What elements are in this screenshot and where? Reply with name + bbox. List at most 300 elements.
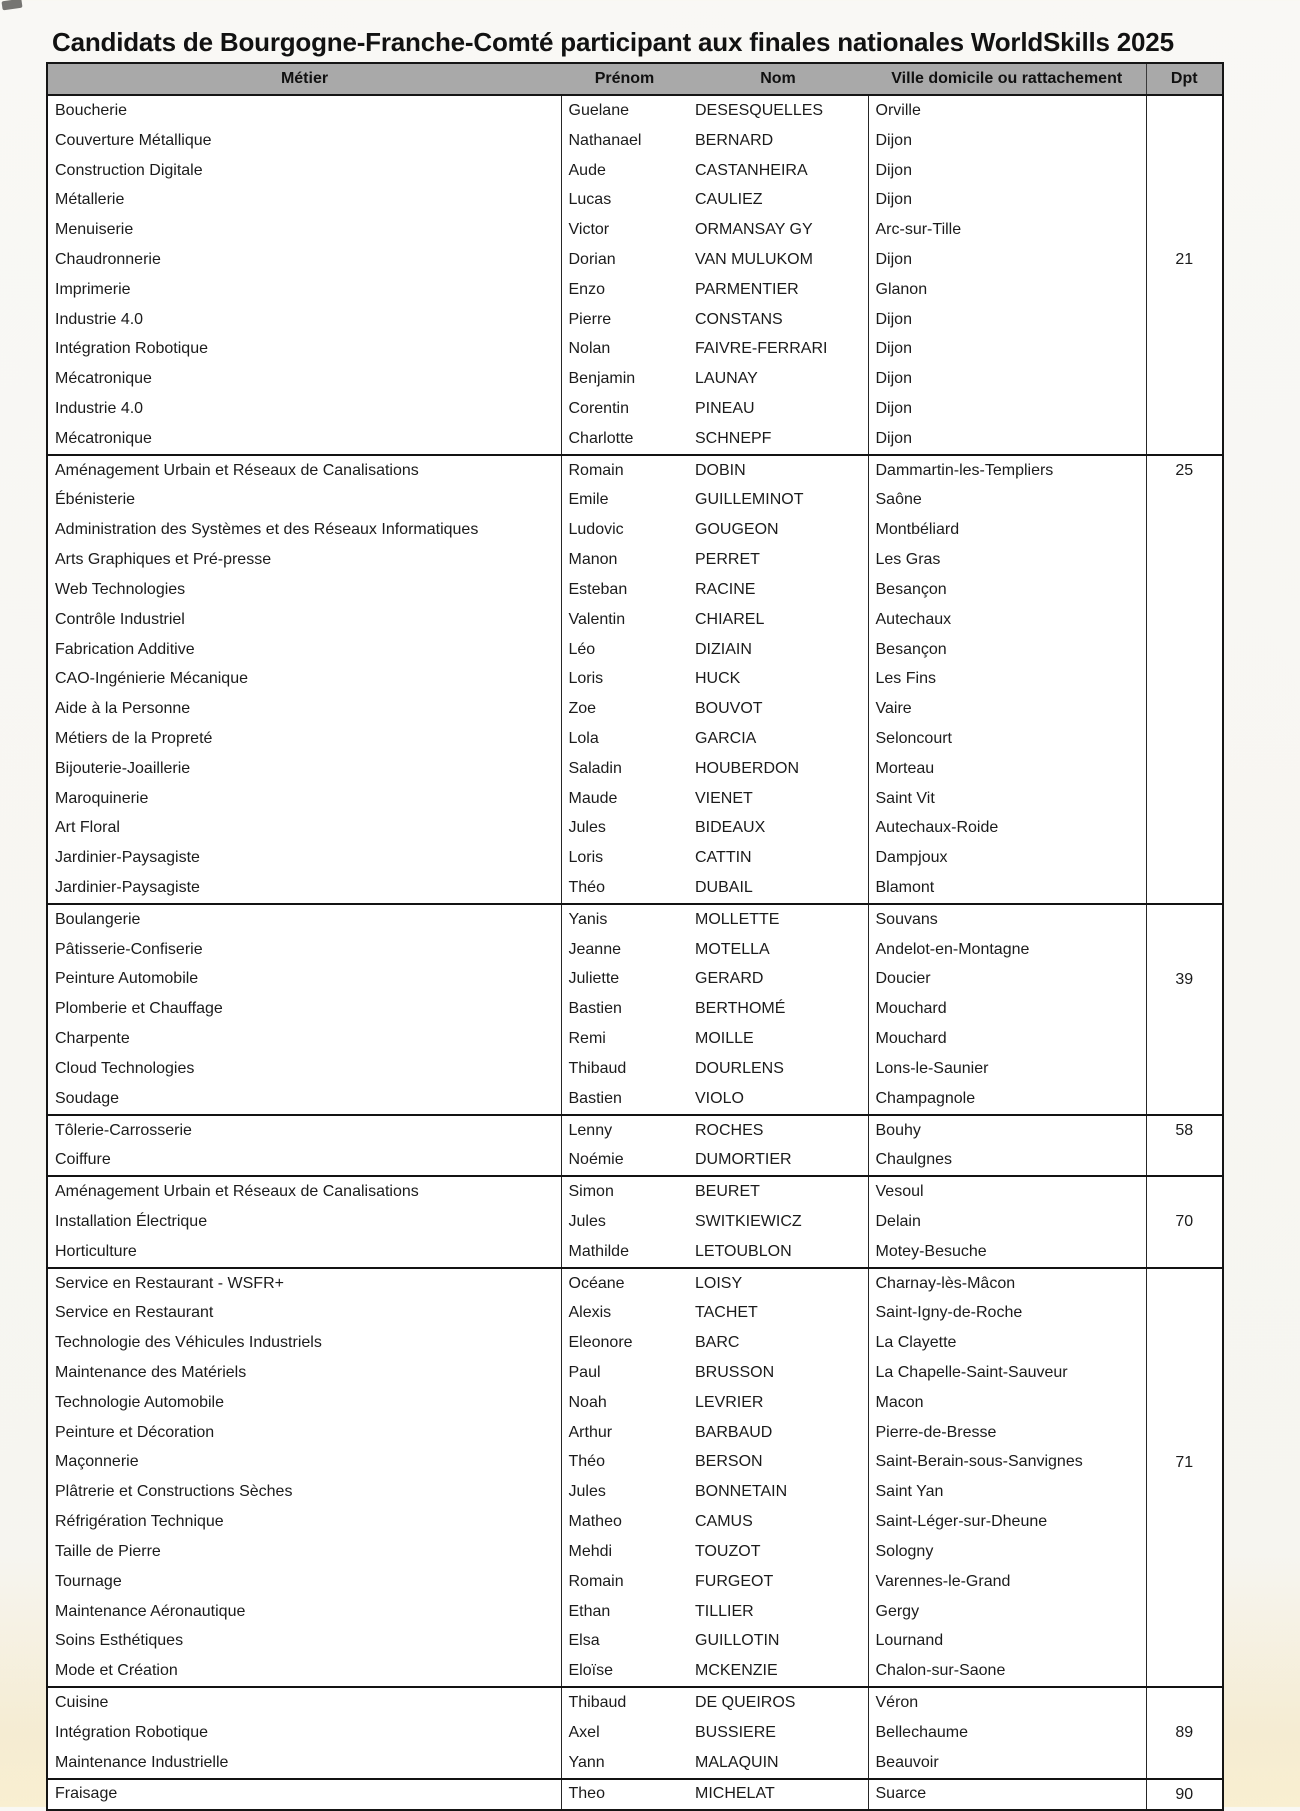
column-header-metier: Métier bbox=[47, 63, 561, 95]
cell-prenom: Léo bbox=[561, 635, 688, 665]
cell-metier: Aide à la Personne bbox=[47, 694, 561, 724]
cell-metier: Mode et Création bbox=[47, 1656, 561, 1687]
cell-prenom: Eleonore bbox=[561, 1328, 688, 1358]
cell-metier: Industrie 4.0 bbox=[47, 394, 561, 424]
cell-nom: TOUZOT bbox=[688, 1537, 868, 1567]
cell-prenom: Ludovic bbox=[561, 515, 688, 545]
table-row bbox=[47, 1145, 1223, 1176]
cell-ville: Dammartin-les-Templiers bbox=[868, 455, 1146, 486]
cell-ville: Charnay-lès-Mâcon bbox=[868, 1268, 1146, 1299]
cell-nom: LEVRIER bbox=[688, 1388, 868, 1418]
cell-prenom: Theo bbox=[561, 1779, 688, 1811]
cell-prenom: Jeanne bbox=[561, 935, 688, 965]
cell-nom: HUCK bbox=[688, 664, 868, 694]
cell-metier: Chaudronnerie bbox=[47, 245, 561, 275]
table-row bbox=[47, 275, 1223, 305]
table-row bbox=[47, 814, 1223, 844]
cell-nom: BARC bbox=[688, 1328, 868, 1358]
cell-prenom: Alexis bbox=[561, 1299, 688, 1329]
table-row bbox=[47, 185, 1223, 215]
table-row bbox=[47, 1388, 1223, 1418]
dept-cell bbox=[1146, 1115, 1223, 1177]
cell-prenom: Maude bbox=[561, 784, 688, 814]
cell-ville: Morteau bbox=[868, 754, 1146, 784]
cell-prenom: Axel bbox=[561, 1718, 688, 1748]
cell-ville: Besançon bbox=[868, 635, 1146, 665]
cell-nom: DUMORTIER bbox=[688, 1145, 868, 1176]
cell-prenom: Mehdi bbox=[561, 1537, 688, 1567]
cell-nom: BARBAUD bbox=[688, 1418, 868, 1448]
table-row bbox=[47, 1207, 1223, 1237]
cell-ville: Les Fins bbox=[868, 664, 1146, 694]
cell-nom: MICHELAT bbox=[688, 1779, 868, 1811]
table-row bbox=[47, 1176, 1223, 1207]
cell-metier: Imprimerie bbox=[47, 275, 561, 305]
table-row bbox=[47, 515, 1223, 545]
cell-metier: Jardinier-Paysagiste bbox=[47, 843, 561, 873]
cell-prenom: Arthur bbox=[561, 1418, 688, 1448]
dept-cell bbox=[1146, 455, 1223, 904]
cell-ville: Autechaux-Roide bbox=[868, 814, 1146, 844]
cell-prenom: Saladin bbox=[561, 754, 688, 784]
cell-metier: Couverture Métallique bbox=[47, 126, 561, 156]
cell-metier: Soudage bbox=[47, 1084, 561, 1115]
cell-nom: SCHNEPF bbox=[688, 424, 868, 455]
cell-ville: Lournand bbox=[868, 1626, 1146, 1656]
cell-ville: Arc-sur-Tille bbox=[868, 215, 1146, 245]
cell-prenom: Emile bbox=[561, 486, 688, 516]
cell-nom: DOBIN bbox=[688, 455, 868, 486]
dept-number: 21 bbox=[1175, 251, 1194, 269]
cell-metier: Maintenance Industrielle bbox=[47, 1748, 561, 1779]
cell-metier: Cloud Technologies bbox=[47, 1054, 561, 1084]
table-row bbox=[47, 1299, 1223, 1329]
dept-number: 90 bbox=[1175, 1785, 1194, 1803]
cell-ville: Dijon bbox=[868, 126, 1146, 156]
cell-metier: Technologie des Véhicules Industriels bbox=[47, 1328, 561, 1358]
cell-ville: Véron bbox=[868, 1687, 1146, 1718]
cell-nom: CONSTANS bbox=[688, 305, 868, 335]
table-row bbox=[47, 1054, 1223, 1084]
cell-metier: CAO-Ingénierie Mécanique bbox=[47, 664, 561, 694]
cell-metier: Industrie 4.0 bbox=[47, 305, 561, 335]
cell-prenom: Enzo bbox=[561, 275, 688, 305]
cell-nom: HOUBERDON bbox=[688, 754, 868, 784]
cell-nom: TACHET bbox=[688, 1299, 868, 1329]
table-row bbox=[47, 1418, 1223, 1448]
table-row bbox=[47, 156, 1223, 186]
cell-metier: Installation Électrique bbox=[47, 1207, 561, 1237]
cell-metier: Coiffure bbox=[47, 1145, 561, 1176]
table-row bbox=[47, 1448, 1223, 1478]
table-row bbox=[47, 1507, 1223, 1537]
cell-prenom: Eloïse bbox=[561, 1656, 688, 1687]
cell-ville: Suarce bbox=[868, 1779, 1146, 1811]
cell-nom: DOURLENS bbox=[688, 1054, 868, 1084]
table-row bbox=[47, 394, 1223, 424]
column-header-nom: Nom bbox=[688, 63, 868, 95]
table-row bbox=[47, 1358, 1223, 1388]
cell-metier: Contrôle Industriel bbox=[47, 605, 561, 635]
cell-nom: ROCHES bbox=[688, 1115, 868, 1146]
cell-metier: Aménagement Urbain et Réseaux de Canalisations bbox=[47, 455, 561, 486]
dept-section-89 bbox=[47, 1687, 1223, 1778]
table-row bbox=[47, 605, 1223, 635]
cell-prenom: Thibaud bbox=[561, 1687, 688, 1718]
cell-metier: Arts Graphiques et Pré-presse bbox=[47, 545, 561, 575]
dept-section-90 bbox=[47, 1779, 1223, 1811]
cell-ville: Seloncourt bbox=[868, 724, 1146, 754]
cell-prenom: Théo bbox=[561, 1448, 688, 1478]
cell-nom: GERARD bbox=[688, 965, 868, 995]
cell-prenom: Bastien bbox=[561, 1084, 688, 1115]
cell-nom: BOUVOT bbox=[688, 694, 868, 724]
cell-prenom: Jules bbox=[561, 1207, 688, 1237]
table-row bbox=[47, 1024, 1223, 1054]
table-row bbox=[47, 335, 1223, 365]
table-row bbox=[47, 215, 1223, 245]
cell-nom: LETOUBLON bbox=[688, 1237, 868, 1268]
candidates-table bbox=[46, 62, 1224, 1811]
cell-nom: BERSON bbox=[688, 1448, 868, 1478]
cell-ville: Blamont bbox=[868, 873, 1146, 904]
cell-nom: CHIAREL bbox=[688, 605, 868, 635]
cell-nom: BERTHOMÉ bbox=[688, 994, 868, 1024]
cell-nom: DIZIAIN bbox=[688, 635, 868, 665]
table-row bbox=[47, 994, 1223, 1024]
cell-ville: La Clayette bbox=[868, 1328, 1146, 1358]
table-row bbox=[47, 1597, 1223, 1627]
cell-ville: Sologny bbox=[868, 1537, 1146, 1567]
cell-nom: MALAQUIN bbox=[688, 1748, 868, 1779]
dept-section-70 bbox=[47, 1176, 1223, 1267]
cell-nom: RACINE bbox=[688, 575, 868, 605]
table-row bbox=[47, 305, 1223, 335]
cell-metier: Menuiserie bbox=[47, 215, 561, 245]
table-row bbox=[47, 694, 1223, 724]
table-row bbox=[47, 1084, 1223, 1115]
cell-ville: Autechaux bbox=[868, 605, 1146, 635]
cell-prenom: Yanis bbox=[561, 904, 688, 935]
cell-ville: Varennes-le-Grand bbox=[868, 1567, 1146, 1597]
cell-ville: Champagnole bbox=[868, 1084, 1146, 1115]
table-row bbox=[47, 1537, 1223, 1567]
cell-prenom: Lola bbox=[561, 724, 688, 754]
table-row bbox=[47, 1115, 1223, 1146]
cell-prenom: Romain bbox=[561, 455, 688, 486]
table-row bbox=[47, 126, 1223, 156]
cell-metier: Peinture et Décoration bbox=[47, 1418, 561, 1448]
column-header-ville: Ville domicile ou rattachement bbox=[868, 63, 1146, 95]
cell-prenom: Lucas bbox=[561, 185, 688, 215]
cell-nom: GUILLOTIN bbox=[688, 1626, 868, 1656]
cell-metier: Service en Restaurant - WSFR+ bbox=[47, 1268, 561, 1299]
cell-ville: Andelot-en-Montagne bbox=[868, 935, 1146, 965]
cell-prenom: Romain bbox=[561, 1567, 688, 1597]
cell-metier: Soins Esthétiques bbox=[47, 1626, 561, 1656]
cell-prenom: Aude bbox=[561, 156, 688, 186]
cell-ville: Dijon bbox=[868, 394, 1146, 424]
cell-metier: Maroquinerie bbox=[47, 784, 561, 814]
cell-prenom: Océane bbox=[561, 1268, 688, 1299]
table-row bbox=[47, 1779, 1223, 1811]
cell-ville: Dijon bbox=[868, 185, 1146, 215]
cell-metier: Technologie Automobile bbox=[47, 1388, 561, 1418]
table-row bbox=[47, 1656, 1223, 1687]
cell-metier: Charpente bbox=[47, 1024, 561, 1054]
cell-metier: Maçonnerie bbox=[47, 1448, 561, 1478]
cell-nom: PERRET bbox=[688, 545, 868, 575]
cell-ville: Dijon bbox=[868, 424, 1146, 455]
cell-nom: VAN MULUKOM bbox=[688, 245, 868, 275]
cell-prenom: Jules bbox=[561, 814, 688, 844]
cell-ville: Saône bbox=[868, 486, 1146, 516]
cell-ville: Saint-Igny-de-Roche bbox=[868, 1299, 1146, 1329]
cell-ville: Beauvoir bbox=[868, 1748, 1146, 1779]
cell-nom: PARMENTIER bbox=[688, 275, 868, 305]
cell-prenom: Nolan bbox=[561, 335, 688, 365]
cell-ville: Chaulgnes bbox=[868, 1145, 1146, 1176]
cell-nom: FURGEOT bbox=[688, 1567, 868, 1597]
cell-nom: DUBAIL bbox=[688, 873, 868, 904]
cell-metier: Administration des Systèmes et des Réseaux Informatiques bbox=[47, 515, 561, 545]
cell-nom: TILLIER bbox=[688, 1597, 868, 1627]
cell-nom: CAMUS bbox=[688, 1507, 868, 1537]
dept-cell bbox=[1146, 1779, 1223, 1811]
cell-prenom: Lenny bbox=[561, 1115, 688, 1146]
table-row bbox=[47, 784, 1223, 814]
cell-ville: Saint-Léger-sur-Dheune bbox=[868, 1507, 1146, 1537]
cell-nom: SWITKIEWICZ bbox=[688, 1207, 868, 1237]
cell-ville: Vesoul bbox=[868, 1176, 1146, 1207]
table-row bbox=[47, 545, 1223, 575]
cell-prenom: Elsa bbox=[561, 1626, 688, 1656]
cell-prenom: Charlotte bbox=[561, 424, 688, 455]
cell-ville: Delain bbox=[868, 1207, 1146, 1237]
cell-ville: Lons-le-Saunier bbox=[868, 1054, 1146, 1084]
table-row bbox=[47, 575, 1223, 605]
cell-prenom: Paul bbox=[561, 1358, 688, 1388]
table-header bbox=[47, 63, 1223, 95]
cell-prenom: Dorian bbox=[561, 245, 688, 275]
cell-prenom: Ethan bbox=[561, 1597, 688, 1627]
cell-metier: Construction Digitale bbox=[47, 156, 561, 186]
cell-prenom: Jules bbox=[561, 1477, 688, 1507]
cell-nom: CASTANHEIRA bbox=[688, 156, 868, 186]
dept-section-58 bbox=[47, 1115, 1223, 1177]
cell-ville: Dijon bbox=[868, 364, 1146, 394]
cell-ville: Macon bbox=[868, 1388, 1146, 1418]
cell-metier: Cuisine bbox=[47, 1687, 561, 1718]
cell-prenom: Loris bbox=[561, 664, 688, 694]
cell-metier: Intégration Robotique bbox=[47, 1718, 561, 1748]
cell-metier: Aménagement Urbain et Réseaux de Canalisations bbox=[47, 1176, 561, 1207]
cell-prenom: Juliette bbox=[561, 965, 688, 995]
cell-ville: Vaire bbox=[868, 694, 1146, 724]
cell-ville: Orville bbox=[868, 95, 1146, 126]
cell-prenom: Zoe bbox=[561, 694, 688, 724]
cell-metier: Plâtrerie et Constructions Sèches bbox=[47, 1477, 561, 1507]
cell-metier: Boucherie bbox=[47, 95, 561, 126]
cell-metier: Métallerie bbox=[47, 185, 561, 215]
dept-cell bbox=[1146, 1268, 1223, 1687]
table-row bbox=[47, 1268, 1223, 1299]
cell-prenom: Esteban bbox=[561, 575, 688, 605]
table-row bbox=[47, 635, 1223, 665]
cell-prenom: Matheo bbox=[561, 1507, 688, 1537]
cell-ville: Doucier bbox=[868, 965, 1146, 995]
cell-nom: VIOLO bbox=[688, 1084, 868, 1115]
dept-section-71 bbox=[47, 1268, 1223, 1687]
cell-ville: Montbéliard bbox=[868, 515, 1146, 545]
cell-nom: BONNETAIN bbox=[688, 1477, 868, 1507]
cell-prenom: Nathanael bbox=[561, 126, 688, 156]
table-row bbox=[47, 664, 1223, 694]
cell-prenom: Yann bbox=[561, 1748, 688, 1779]
dept-cell bbox=[1146, 1176, 1223, 1267]
cell-nom: PINEAU bbox=[688, 394, 868, 424]
scan-artifact bbox=[1, 0, 22, 10]
cell-ville: Motey-Besuche bbox=[868, 1237, 1146, 1268]
cell-nom: LAUNAY bbox=[688, 364, 868, 394]
cell-metier: Pâtisserie-Confiserie bbox=[47, 935, 561, 965]
cell-metier: Réfrigération Technique bbox=[47, 1507, 561, 1537]
cell-metier: Maintenance Aéronautique bbox=[47, 1597, 561, 1627]
table-row bbox=[47, 904, 1223, 935]
cell-metier: Tournage bbox=[47, 1567, 561, 1597]
dept-number: 39 bbox=[1175, 970, 1194, 988]
cell-ville: Mouchard bbox=[868, 1024, 1146, 1054]
cell-ville: Glanon bbox=[868, 275, 1146, 305]
table-row bbox=[47, 1687, 1223, 1718]
cell-prenom: Noah bbox=[561, 1388, 688, 1418]
table-row bbox=[47, 455, 1223, 486]
cell-ville: Gergy bbox=[868, 1597, 1146, 1627]
table-row bbox=[47, 364, 1223, 394]
cell-prenom: Pierre bbox=[561, 305, 688, 335]
cell-nom: MOTELLA bbox=[688, 935, 868, 965]
cell-nom: GOUGEON bbox=[688, 515, 868, 545]
cell-metier: Jardinier-Paysagiste bbox=[47, 873, 561, 904]
table-row bbox=[47, 1237, 1223, 1268]
table-row bbox=[47, 486, 1223, 516]
cell-nom: CATTIN bbox=[688, 843, 868, 873]
cell-metier: Maintenance des Matériels bbox=[47, 1358, 561, 1388]
cell-ville: Dijon bbox=[868, 335, 1146, 365]
header-row bbox=[47, 63, 1223, 95]
cell-prenom: Manon bbox=[561, 545, 688, 575]
cell-metier: Tôlerie-Carrosserie bbox=[47, 1115, 561, 1146]
cell-prenom: Benjamin bbox=[561, 364, 688, 394]
cell-nom: BUSSIERE bbox=[688, 1718, 868, 1748]
cell-metier: Peinture Automobile bbox=[47, 965, 561, 995]
cell-nom: BEURET bbox=[688, 1176, 868, 1207]
dept-number: 25 bbox=[1175, 461, 1194, 479]
cell-ville: Souvans bbox=[868, 904, 1146, 935]
cell-nom: VIENET bbox=[688, 784, 868, 814]
cell-nom: MOILLE bbox=[688, 1024, 868, 1054]
cell-nom: MOLLETTE bbox=[688, 904, 868, 935]
cell-ville: Dijon bbox=[868, 245, 1146, 275]
dept-section-25 bbox=[47, 455, 1223, 904]
cell-metier: Intégration Robotique bbox=[47, 335, 561, 365]
table-row bbox=[47, 965, 1223, 995]
table-row bbox=[47, 1626, 1223, 1656]
cell-metier: Web Technologies bbox=[47, 575, 561, 605]
cell-metier: Horticulture bbox=[47, 1237, 561, 1268]
table-row bbox=[47, 1748, 1223, 1779]
table-row bbox=[47, 843, 1223, 873]
cell-prenom: Valentin bbox=[561, 605, 688, 635]
cell-ville: Bouhy bbox=[868, 1115, 1146, 1146]
dept-cell bbox=[1146, 1687, 1223, 1778]
cell-nom: FAIVRE-FERRARI bbox=[688, 335, 868, 365]
cell-ville: Besançon bbox=[868, 575, 1146, 605]
column-header-prenom: Prénom bbox=[561, 63, 688, 95]
cell-nom: GUILLEMINOT bbox=[688, 486, 868, 516]
cell-nom: BERNARD bbox=[688, 126, 868, 156]
table-row bbox=[47, 95, 1223, 126]
cell-metier: Fraisage bbox=[47, 1779, 561, 1811]
cell-prenom: Corentin bbox=[561, 394, 688, 424]
cell-nom: CAULIEZ bbox=[688, 185, 868, 215]
dept-section-39 bbox=[47, 904, 1223, 1115]
table-row bbox=[47, 424, 1223, 455]
cell-prenom: Mathilde bbox=[561, 1237, 688, 1268]
cell-nom: DESESQUELLES bbox=[688, 95, 868, 126]
cell-ville: Bellechaume bbox=[868, 1718, 1146, 1748]
cell-metier: Art Floral bbox=[47, 814, 561, 844]
cell-ville: Saint-Berain-sous-Sanvignes bbox=[868, 1448, 1146, 1478]
table-row bbox=[47, 873, 1223, 904]
page-title: Candidats de Bourgogne-Franche-Comté participant aux finales nationales WorldSkills 2025 bbox=[52, 27, 1174, 58]
cell-nom: ORMANSAY GY bbox=[688, 215, 868, 245]
cell-prenom: Thibaud bbox=[561, 1054, 688, 1084]
cell-ville: Chalon-sur-Saone bbox=[868, 1656, 1146, 1687]
cell-ville: Dijon bbox=[868, 156, 1146, 186]
cell-nom: MCKENZIE bbox=[688, 1656, 868, 1687]
dept-number: 70 bbox=[1175, 1213, 1194, 1231]
cell-metier: Taille de Pierre bbox=[47, 1537, 561, 1567]
cell-metier: Ébénisterie bbox=[47, 486, 561, 516]
cell-nom: GARCIA bbox=[688, 724, 868, 754]
cell-ville: Les Gras bbox=[868, 545, 1146, 575]
table-row bbox=[47, 1477, 1223, 1507]
cell-nom: BRUSSON bbox=[688, 1358, 868, 1388]
cell-ville: Dijon bbox=[868, 305, 1146, 335]
dept-number: 58 bbox=[1175, 1121, 1194, 1139]
cell-prenom: Remi bbox=[561, 1024, 688, 1054]
cell-prenom: Noémie bbox=[561, 1145, 688, 1176]
cell-metier: Fabrication Additive bbox=[47, 635, 561, 665]
table-row bbox=[47, 1328, 1223, 1358]
table-row bbox=[47, 754, 1223, 784]
cell-metier: Boulangerie bbox=[47, 904, 561, 935]
cell-ville: Saint Yan bbox=[868, 1477, 1146, 1507]
dept-cell bbox=[1146, 95, 1223, 455]
cell-prenom: Victor bbox=[561, 215, 688, 245]
cell-nom: LOISY bbox=[688, 1268, 868, 1299]
cell-ville: Mouchard bbox=[868, 994, 1146, 1024]
dept-number: 89 bbox=[1175, 1723, 1194, 1741]
dept-number: 71 bbox=[1175, 1453, 1194, 1471]
cell-metier: Mécatronique bbox=[47, 424, 561, 455]
cell-prenom: Guelane bbox=[561, 95, 688, 126]
cell-metier: Service en Restaurant bbox=[47, 1299, 561, 1329]
table-row bbox=[47, 724, 1223, 754]
cell-prenom: Loris bbox=[561, 843, 688, 873]
table-row bbox=[47, 935, 1223, 965]
